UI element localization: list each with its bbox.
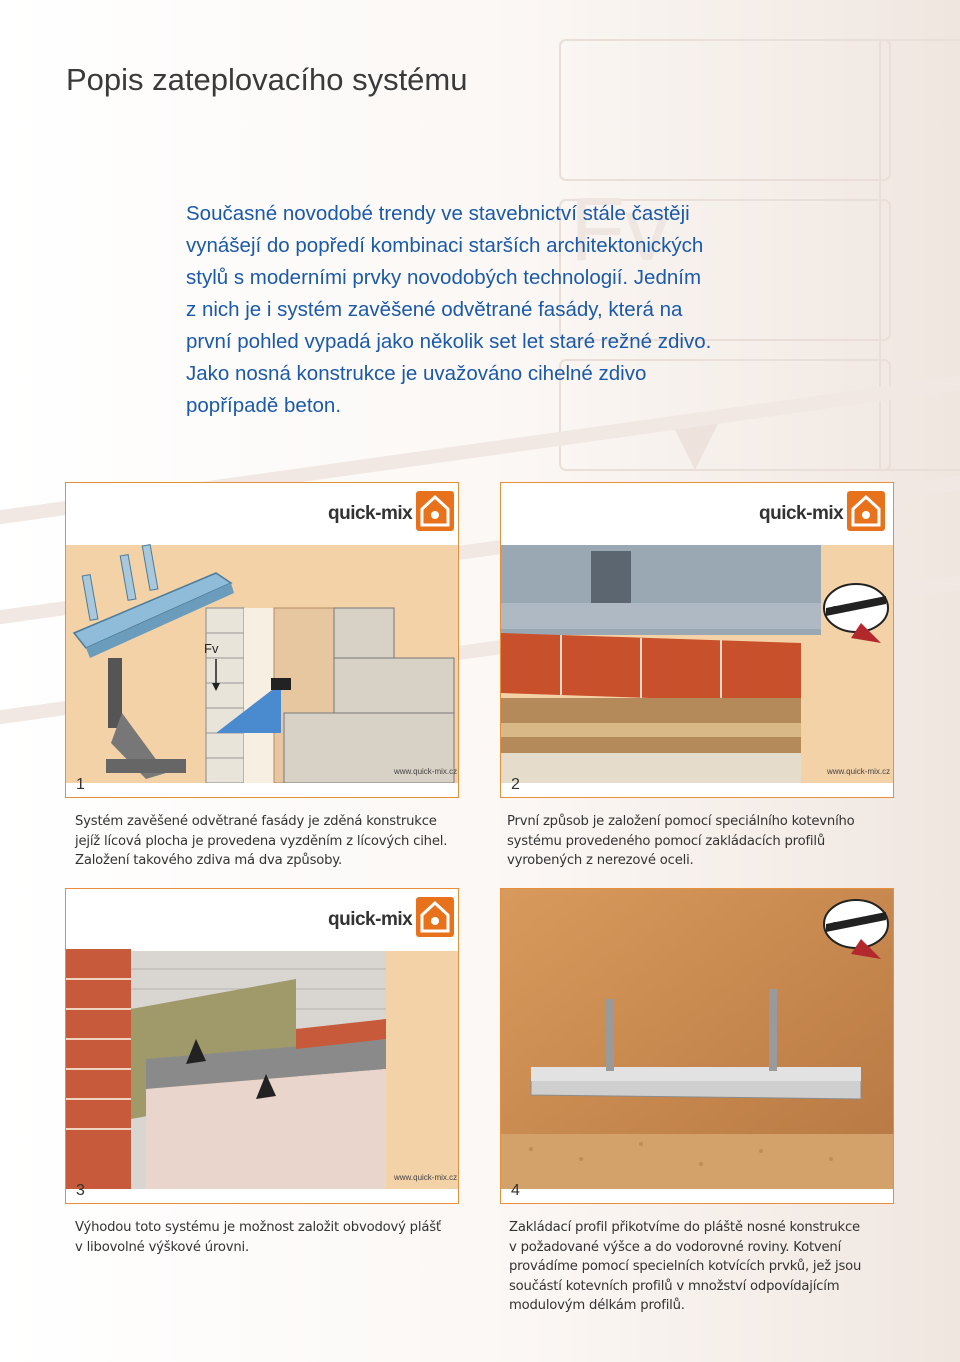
figure-2-panel — [500, 482, 894, 798]
caption-line: Založení takového zdiva má dva způsoby. — [75, 853, 342, 868]
svg-text:Fv: Fv — [570, 180, 670, 280]
intro-line: první pohled vypadá jako několik set let staré režné zdivo. — [186, 330, 712, 353]
intro-line: z nich je i systém zavěšené odvětrané fasády, která na — [186, 298, 683, 321]
intro-line: Současné novodobé trendy ve stavebnictví stále častěji — [186, 202, 690, 225]
caption-line: systému provedeného pomocí zakládacích profilů — [507, 833, 826, 849]
figure-4-caption — [509, 1218, 861, 1316]
intro-line: vynášejí do popředí kombinaci starších architektonických — [186, 234, 704, 257]
caption-line: vyrobených z nerezové oceli. — [507, 853, 694, 868]
intro-line: Jako nosná konstrukce je uvažováno cihelné zdivo — [186, 362, 647, 385]
force-label-fv: Fv — [204, 641, 219, 656]
source-url: www.quick-mix.cz — [827, 767, 891, 776]
figure-number: 3 — [76, 1182, 85, 1199]
brick-foundation-photo — [501, 483, 894, 798]
figure-number: 4 — [511, 1182, 520, 1199]
logo-text: quick-mix — [328, 909, 413, 930]
figure-number: 1 — [76, 776, 85, 793]
figure-2-caption — [507, 812, 855, 871]
figure-1-caption — [75, 812, 447, 871]
caption-line: První způsob je založení pomocí speciálního kotevního — [507, 814, 855, 829]
logo-text: quick-mix — [759, 503, 844, 524]
caption-line: modulovým délkám profilů. — [509, 1298, 685, 1313]
caption-line: Systém zavěšené odvětrané fasády je zděná konstrukce — [75, 814, 437, 829]
caption-line: v libovolné výškové úrovni. — [75, 1239, 249, 1255]
source-url: www.quick-mix.cz — [394, 767, 458, 776]
caption-line: Výhodou toto systému je možnost založit obvodový plášť — [75, 1220, 441, 1235]
figure-4-panel — [500, 888, 894, 1204]
figure-3-panel — [65, 888, 459, 1204]
intro-paragraph — [186, 198, 806, 422]
figure-number: 2 — [511, 776, 520, 793]
logo-text: quick-mix — [328, 503, 413, 524]
caption-line: Zakládací profil přikotvíme do pláště nosné konstrukce — [509, 1220, 860, 1235]
figure-3-caption — [75, 1218, 441, 1257]
cavity-wall-illustration — [66, 889, 459, 1204]
caption-line: jejíž lícová plocha je provedena vyzděním z lícových cihel. — [75, 833, 448, 849]
anchor-diagram-illustration — [66, 483, 459, 798]
intro-line: popřípadě beton. — [186, 394, 342, 417]
page-title: Popis zateplovacího systému — [66, 62, 468, 97]
caption-line: v požadované výšce a do vodorovné roviny. Kotvení — [509, 1239, 842, 1255]
anchor-profile-photo — [501, 889, 894, 1204]
source-url: www.quick-mix.cz — [394, 1173, 458, 1182]
caption-line: provádíme pomocí specielních kotvících prvků, jež jsou — [509, 1259, 862, 1274]
intro-line: stylů s moderními prvky novodobých technologií. Jedním — [186, 266, 702, 289]
figure-1-panel — [65, 482, 459, 798]
caption-line: součástí kotevních profilů v množství odpovídajícím — [509, 1278, 840, 1294]
